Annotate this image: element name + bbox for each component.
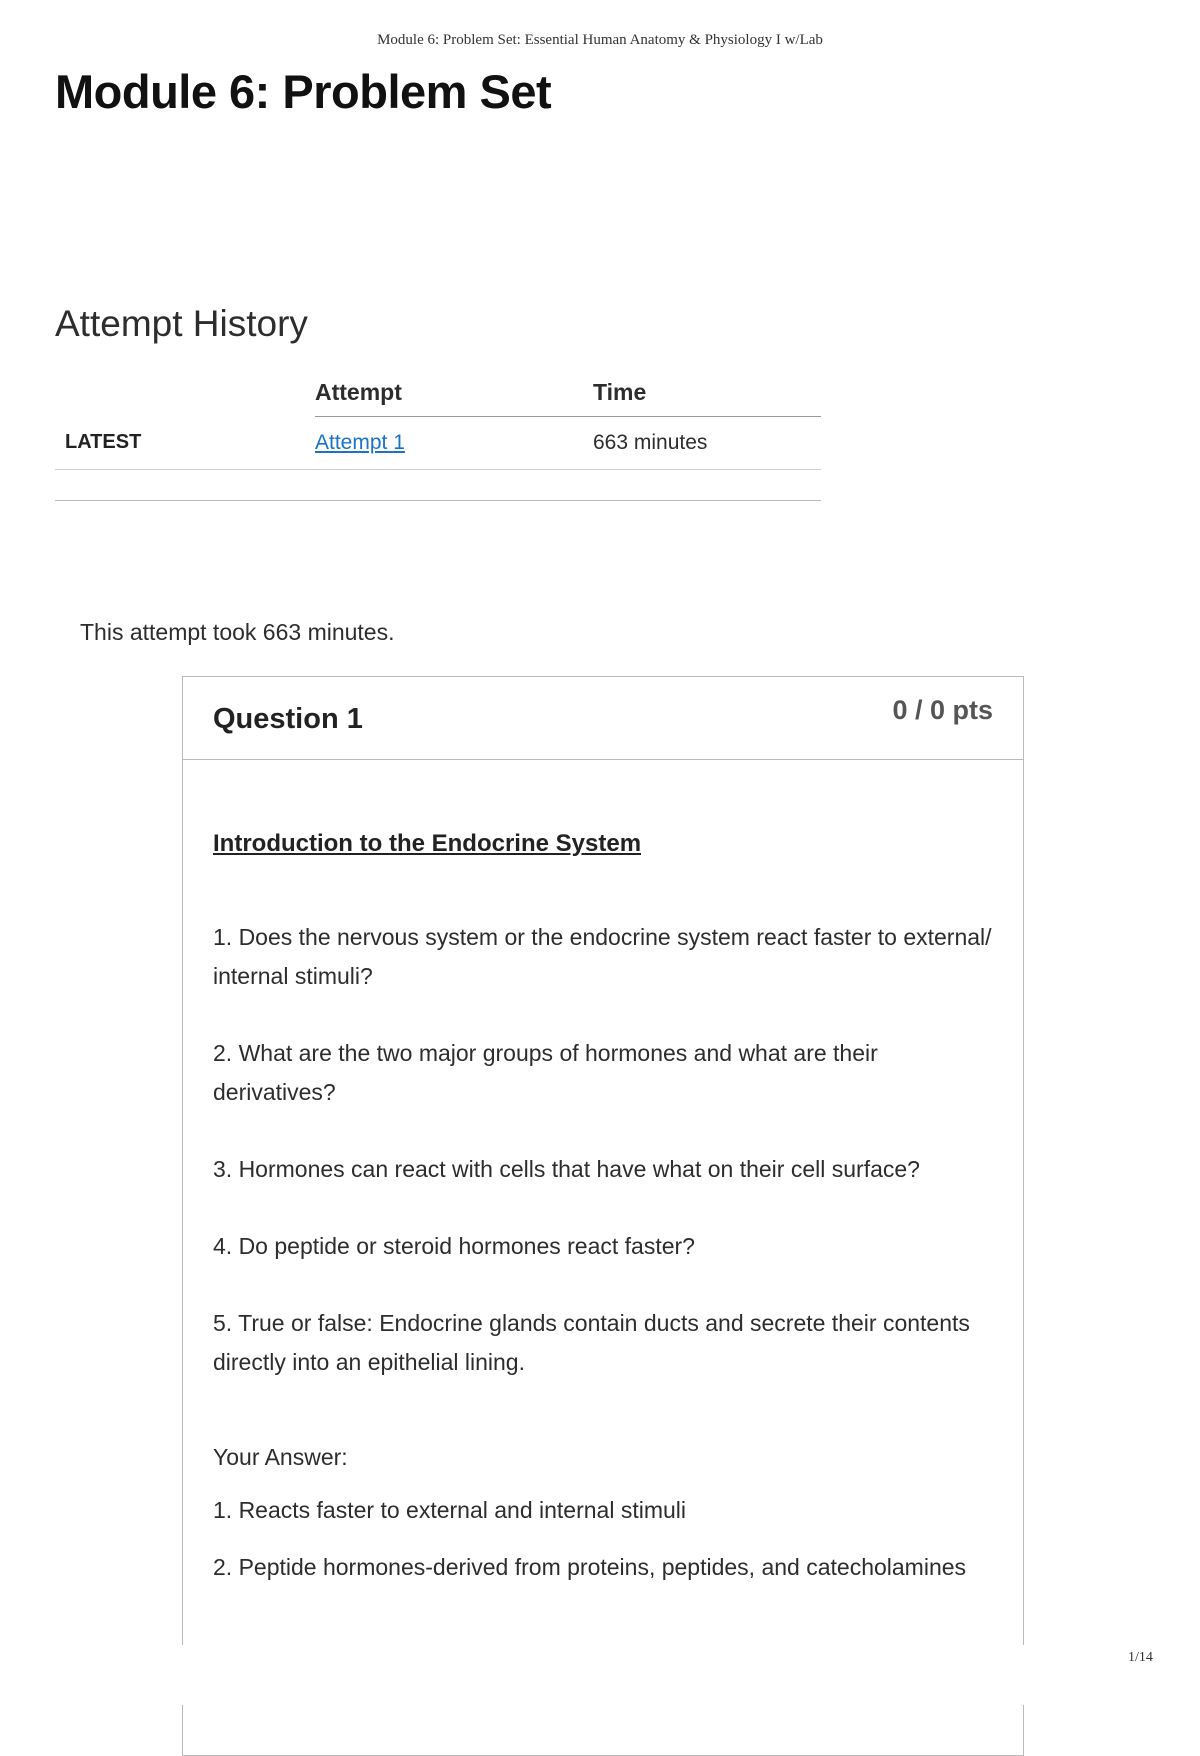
attempt-1-link[interactable]: Attempt 1: [315, 431, 405, 454]
question-item: 2. What are the two major groups of hormones and what are their derivatives?: [213, 1040, 878, 1105]
table-row-empty: [55, 470, 821, 501]
question-item: 5. True or false: Endocrine glands contain ducts and secrete their contents directly into an epithelial lining.: [213, 1310, 970, 1375]
question-title: Question 1: [213, 703, 363, 735]
question-points: 0 / 0 pts: [892, 695, 993, 725]
attempt-summary: This attempt took 663 minutes.: [80, 619, 395, 645]
latest-label: LATEST: [55, 417, 315, 470]
page-title: Module 6: Problem Set: [55, 65, 552, 118]
attempt-time: 663 minutes: [593, 417, 821, 470]
answer-item: 2. Peptide hormones-derived from proteins, peptides, and catecholamines: [213, 1554, 967, 1580]
attempt-history-table: [55, 368, 821, 501]
attempt-history-title: Attempt History: [55, 303, 308, 344]
page-break: [170, 1645, 1040, 1705]
your-answer-label: Your Answer:: [213, 1444, 348, 1470]
column-header-time: Time: [593, 368, 821, 417]
column-header-attempt: Attempt: [315, 368, 593, 417]
question-list: [213, 918, 993, 1382]
print-header: Module 6: Problem Set: Essential Human Anatomy & Physiology I w/Lab: [377, 32, 823, 48]
attempt-table-header-row: [55, 368, 821, 417]
page-number: 1/14: [1128, 1650, 1153, 1665]
question-item: 3. Hormones can react with cells that have what on their cell surface?: [213, 1156, 920, 1182]
question-topic: Introduction to the Endocrine System: [213, 830, 642, 857]
answer-item: 1. Reacts faster to external and internal stimuli: [213, 1497, 687, 1523]
question-item: 1. Does the nervous system or the endocrine system react faster to external/ internal stimuli?: [213, 924, 992, 989]
answer-list: [213, 1491, 993, 1587]
question-header: [183, 677, 1023, 760]
question-card: [182, 676, 1024, 1756]
table-row: [55, 417, 821, 470]
question-item: 4. Do peptide or steroid hormones react faster?: [213, 1233, 695, 1259]
question-body: [183, 830, 1023, 1587]
column-header-blank: [55, 368, 315, 417]
